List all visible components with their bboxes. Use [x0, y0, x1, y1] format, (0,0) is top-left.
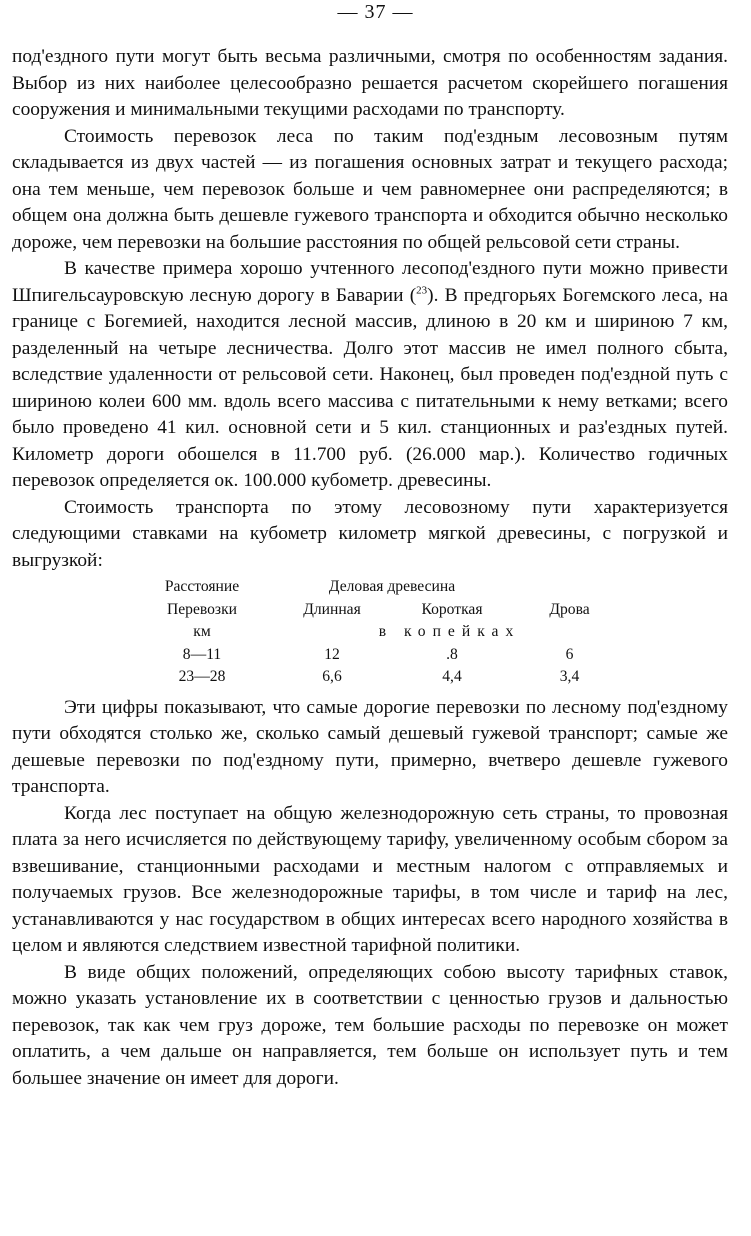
paragraph-7: В виде общих положений, определяющих собою высоту тарифных ставок, можно указать установление их в соответствии с ценностью грузов и дальностью перевозок, так как чем груз дороже, тем большие расходы по перевозке он может оплатить, а чем дальше он направляется, тем больше он использует путь и тем большее значение он имеет для дороги.: [12, 961, 728, 1089]
body-text: [12, 44, 728, 1092]
header-unit: в копейках: [378, 623, 521, 640]
paragraph-2: Стоимость перевозок леса по таким под'ездным лесовозным путям складывается из двух частей — из погашения основных затрат и текущего расхода; она тем меньше, чем перевозок больше и чем равномернее они распределяются; в общем она должна быть дешевле гужевого транспорта и обходится обычно несколько дороже, чем перевозки на большие расстояния по общей рельсовой сети страны.: [12, 125, 728, 253]
table-row: [12, 644, 728, 667]
rate-table: [12, 576, 728, 689]
header-short: Короткая: [421, 600, 483, 618]
table-header-row-3: [12, 621, 728, 644]
paragraph-6: Когда лес поступает на общую железнодорожную сеть страны, то провозная плата за него исчисляется по действующему тарифу, увеличенному особым сбором за взвешивание, станционными расходами и местным налогом с отправляемых и получаемых грузов. Все железнодорожные тарифы, в том числе и тариф на лес, устанавливаются у нас государством в общих интересах всего народного хозяйства в целом и являются следствием известной тарифной политики.: [12, 802, 728, 956]
page-number: — 37 —: [337, 1, 414, 23]
cell-long: 12: [324, 645, 340, 663]
header-km: км: [193, 623, 211, 640]
paragraph-4: Стоимость транспорта по этому лесовозному пути характеризуется следующими ставками на кубометр километр мягкой древесины, с погрузкой и выгрузкой:: [12, 496, 728, 571]
header-distance: Расстояние: [164, 578, 240, 595]
cell-short: .8: [446, 645, 458, 663]
paragraph-1: под'ездного пути могут быть весьма различными, смотря по особенностям задания. Выбор из них наиболее целесообразно решается расчетом скорейшего погашения сооружения и минимальными текущими расходами по транспорту.: [12, 46, 728, 120]
header-long: Длинная: [303, 600, 361, 618]
table-header-row-2: [12, 599, 728, 622]
table-header-row-1: [12, 576, 728, 599]
header-firewood: Дрова: [549, 600, 590, 618]
paragraph-5: Эти цифры показывают, что самые дорогие перевозки по лесному под'ездному пути обходятся столько же, сколько самый дешевый гужевой транспорт; самые же дешевые перевозки по под'ездному пути, примерно, вчетверо дешевле гужевого транспорта.: [12, 696, 728, 797]
cell-distance: 23—28: [178, 668, 226, 685]
header-timber: Деловая древесина: [328, 578, 456, 595]
cell-short: 4,4: [442, 668, 462, 685]
footnote-reference: 23: [416, 284, 428, 297]
cell-firewood: 3,4: [559, 668, 580, 685]
header-transport: Перевозки: [166, 600, 238, 618]
cell-long: 6,6: [322, 668, 342, 685]
paragraph-3: [12, 256, 728, 495]
cell-distance: 8—11: [182, 645, 222, 663]
cell-firewood: 6: [565, 645, 574, 663]
paragraph-3-part-1: В качестве примера хорошо учтенного лесопод'ездного пути можно привести Шпигельсауровскую лесную дорогу в Баварии (: [12, 258, 728, 306]
table-row: [12, 666, 728, 689]
paragraph-3-part-2: ). В предгорьях Богемского леса, на границе с Богемией, находится лесной массив, длиною в 20 км и шириною 7 км, разделенный на четыре лесничества. Долго этот массив не имел полного сбыта, вследствие удаленности от рельсовой сети. Наконец, был проведен под'ездной путь с шириною колеи 600 мм. вдоль всего массива с питательными к нему ветками; всего было проведено 41 кил. основной сети и 5 кил. станционных и раз'ездных путей. Километр дороги обошелся в 11.700 руб. (26.000 мар.). Количество годичных перевозок определяется ок. 100.000 кубометр. древесины.: [12, 284, 728, 491]
